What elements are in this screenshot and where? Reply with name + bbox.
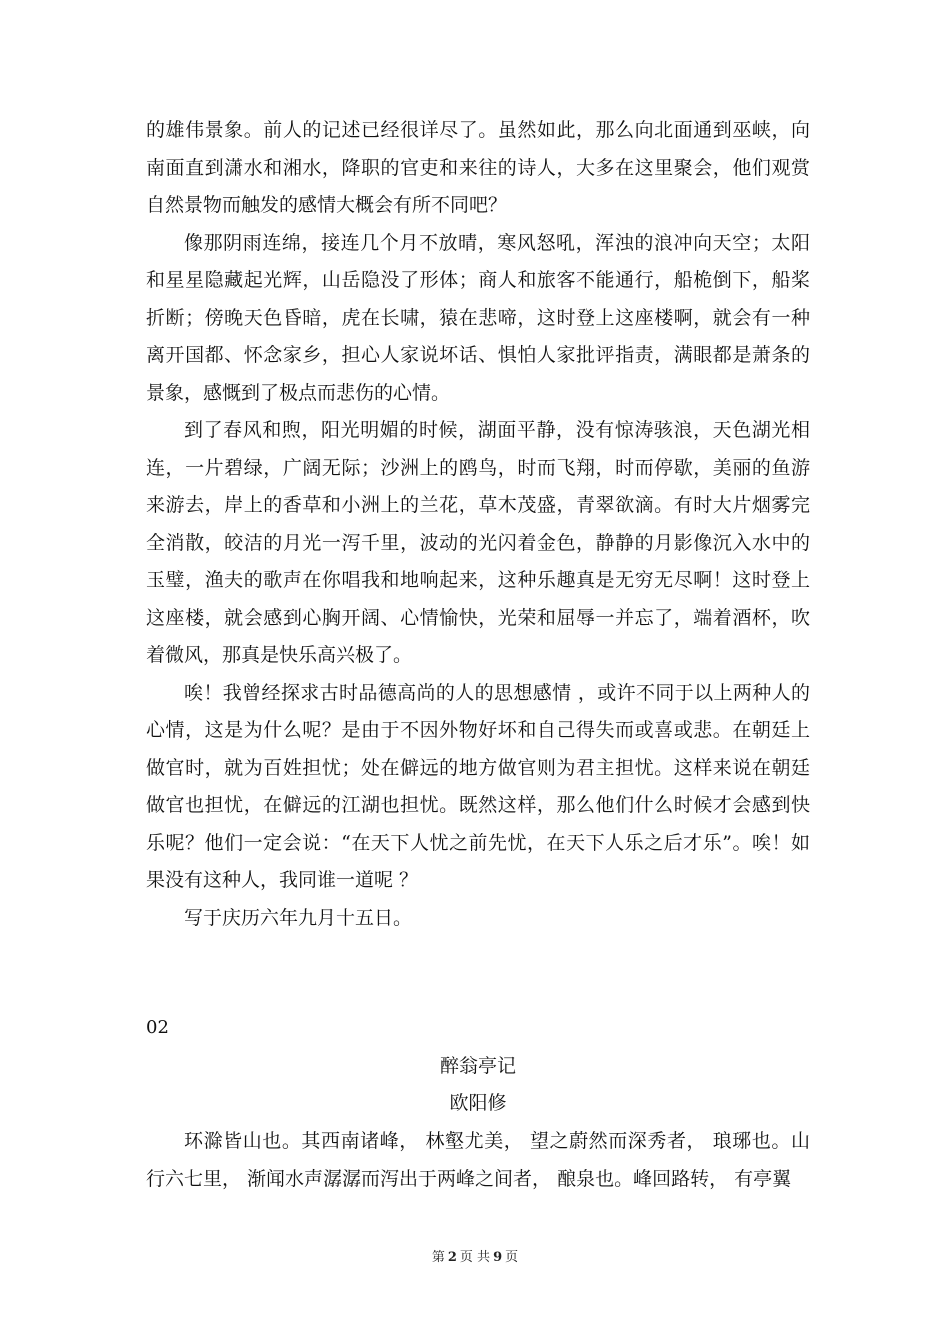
section-number: 02 — [146, 1017, 169, 1038]
paragraph-gloomy-scene: 像那阴雨连绵，接连几个月不放晴，寒风怒吼，浑浊的浪冲向天空；太阳和星星隐藏起光辉，山岳隐没了形体；商人和旅客不能通行，船桅倒下，船桨折断；傍晚天色昏暗，虎在长啸，猿在悲啼，这时登上这座楼啊，就会有一种离开国都、怀念家乡，担心人家说坏话、惧怕人家批评指责，满眼都是萧条的景象，感慨到了极点而悲伤的心情。 — [146, 231, 810, 404]
section-title: 醉翁亭记 — [439, 1055, 516, 1077]
paragraph-date: 写于庆历六年九月十五日。 — [184, 906, 413, 929]
paragraph-ancient-sages: 唉！我曾经探求古时品德高尚的人的思想感情 ，或许不同于以上两种人的心情，这是为什么呢？是由于不因外物好坏和自己得失而或喜或悲。在朝廷上做官时，就为百姓担忧；处在僻远的地方做官则为君主担忧。这样来说在朝廷做官也担忧，在僻远的江湖也担忧。既然这样，那么他们什么时候才会感到快乐呢？他们一定会说：“在天下人忧之前先忧，在天下人乐之后才乐”。唉！如果没有这种人，我同谁一道呢 ？ — [146, 681, 810, 891]
footer-current-page: 2 — [447, 1250, 457, 1265]
paragraph-spring-scene: 到了春风和煦，阳光明媚的时候，湖面平静，没有惊涛骇浪，天色湖光相连，一片碧绿，广阔无际；沙洲上的鸥鸟，时而飞翔，时而停歇，美丽的鱼游来游去，岸上的香草和小洲上的兰花，草木茂盛，青翠欲滴。有时大片烟雾完全消散，皎洁的月光一泻千里，波动的光闪着金色，静静的月影像沉入水中的玉璧，渔夫的歌声在你唱我和地响起来，这种乐趣真是无穷无尽啊！这时登上这座楼，就会感到心胸开阔、心情愉快，光荣和屈辱一并忘了，端着酒杯，吹着微风，那真是快乐高兴极了。 — [146, 419, 810, 666]
footer-total-pages: 9 — [493, 1250, 503, 1265]
footer-prefix: 第 — [431, 1250, 445, 1265]
page-footer — [0, 1249, 950, 1267]
section-author: 欧阳修 — [449, 1092, 507, 1114]
translation-body — [146, 112, 810, 937]
footer-suffix: 页 — [505, 1250, 519, 1265]
paragraph-continuation: 的雄伟景象。前人的记述已经很详尽了。虽然如此，那么向北面通到巫峡，向南面直到潇水和湘水，降职的官吏和来往的诗人，大多在这里聚会，他们观赏自然景物而触发的感情大概会有所不同吧？ — [146, 119, 810, 216]
section-body — [146, 1123, 810, 1198]
section-paragraph: 环滁皆山也。其西南诸峰， 林壑尤美， 望之蔚然而深秀者， 琅琊也。山行六七里， 渐闻水声潺潺而泻出于两峰之间者， 酿泉也。峰回路转， 有亭翼 — [146, 1130, 810, 1190]
footer-middle: 页 共 — [459, 1250, 491, 1265]
